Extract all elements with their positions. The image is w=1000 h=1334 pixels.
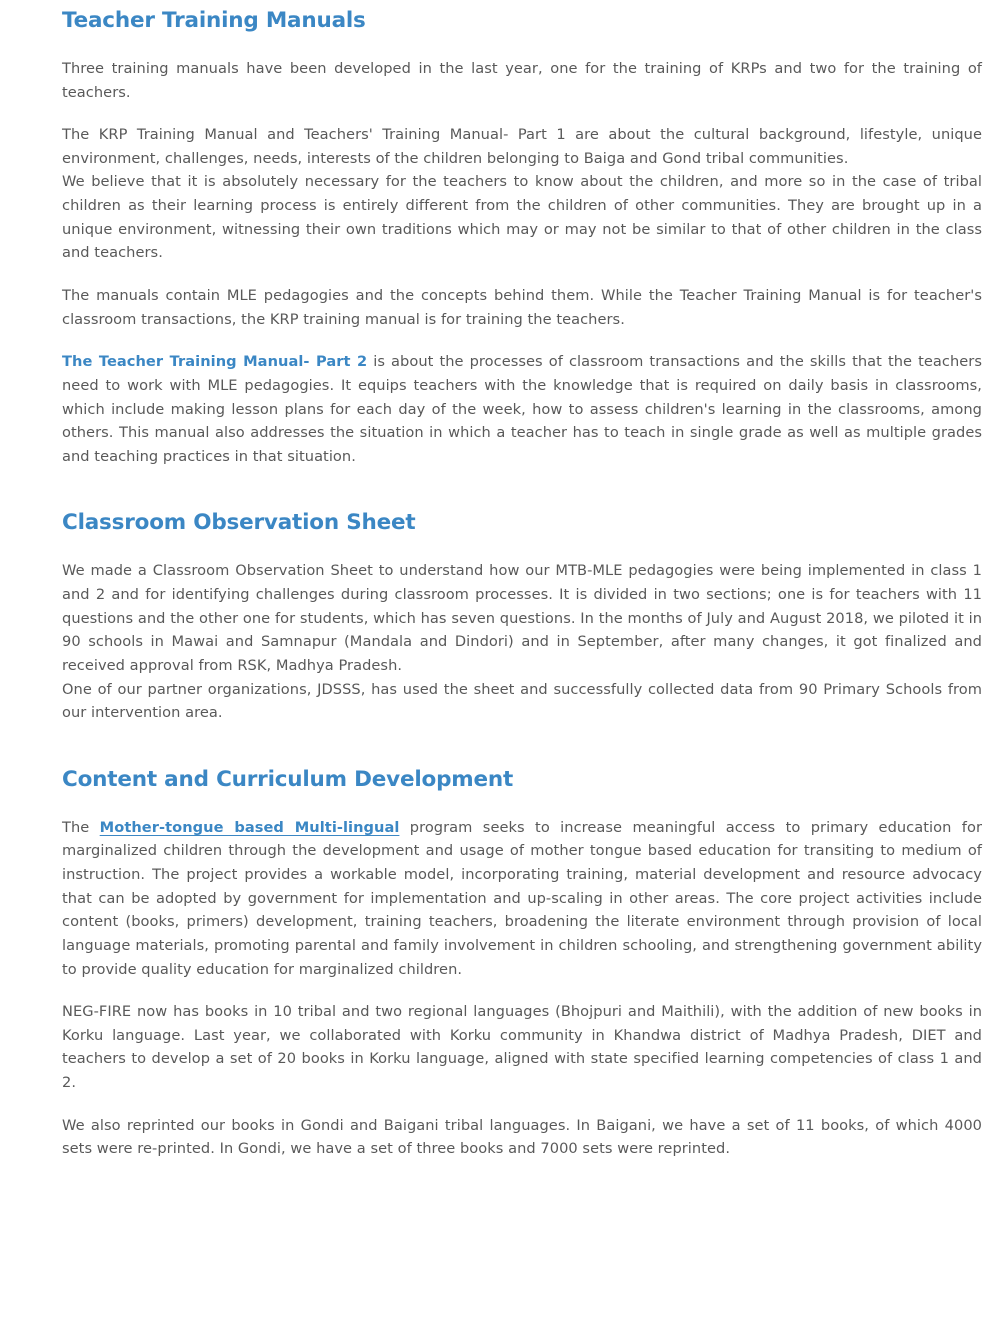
paragraph-text: The manuals contain MLE pedagogies and the concepts behind them. While the Teacher Training Manual is for teacher's classroom transactions, the KRP training manual is for training the teachers. — [62, 287, 982, 328]
paragraph — [62, 284, 982, 331]
section-classroom-observation-sheet — [62, 510, 982, 537]
section-heading: Content and Curriculum Development — [62, 766, 514, 792]
section-heading: Teacher Training Manuals — [62, 8, 366, 33]
paragraph — [62, 559, 982, 677]
paragraph-text: program seeks to increase meaningful access to primary education for marginalized children through the development and usage of mother tongue based education for transiting to medium of instruction. The project provides a workable model, incorporating training, material development and resource advocacy that can be adopted by government for implementation and up-scaling in other areas. The core project activities include content (books, primers) development, training teachers, broadening the literate environment through provision of local language materials, promoting parental and family involvement in children schooling, and strengthening government ability to provide quality education for marginalized children. — [62, 818, 982, 978]
link-mother-tongue-based-multi-lingual[interactable]: Mother-tongue based Multi-lingual — [99, 818, 400, 836]
section-teacher-training-manuals — [62, 8, 982, 35]
paragraph — [62, 678, 982, 725]
paragraph-text: We also reprinted our books in Gondi and Baigani tribal languages. In Baigani, we have a set of 11 books, of which 4000 sets were re-printed. In Gondi, we have a set of three books and 7000 sets were reprinted. — [62, 1116, 982, 1158]
paragraph — [62, 816, 982, 981]
section-heading: Classroom Observation Sheet — [62, 510, 416, 536]
paragraph — [62, 1114, 982, 1161]
paragraph-text: We made a Classroom Observation Sheet to understand how our MTB-MLE pedagogies were being implemented in class 1 and 2 and for identifying challenges during classroom processes. It is divided in two sections; one is for teachers with 11 questions and the other one for students, which has seven questions. In the months of July and August 2018, we piloted it in 90 schools in Mawai and Samnapur (Mandala and Dindori) and in September, after many changes, it got finalized and received approval from RSK, Madhya Pradesh. — [62, 562, 982, 674]
paragraph — [62, 57, 982, 104]
paragraph-text: is about the processes of classroom transactions and the skills that the teachers need to work with MLE pedagogies. It equips teachers with the knowledge that is required on daily basis in classrooms, which include making lesson plans for each day of the week, how to assess children's learning in the classrooms, among others. This manual also addresses the situation in which a teacher has to teach in single grade as well as multiple grades and teaching practices in that situation. — [62, 353, 982, 465]
paragraph — [62, 170, 982, 265]
paragraph-text: The — [62, 818, 100, 836]
paragraph-text: Three training manuals have been developed in the last year, one for the training of KRPs and two for the training of teachers. — [62, 59, 982, 101]
emphasis-manual-part-2: The Teacher Training Manual- Part 2 — [62, 353, 368, 371]
paragraph — [62, 1000, 982, 1095]
paragraph-text: One of our partner organizations, JDSSS, has used the sheet and successfully collected data from 90 Primary Schools from our intervention area. — [62, 680, 982, 722]
paragraph — [62, 123, 982, 170]
document-content — [62, 8, 982, 1161]
section-content-and-curriculum-development — [62, 767, 982, 794]
paragraph-text: We believe that it is absolutely necessary for the teachers to know about the children, and more so in the case of tribal children as their learning process is entirely different from the children of other communities. They are brought up in a unique environment, witnessing their own traditions which may or may not be similar to that of other children in the class and teachers. — [62, 173, 982, 262]
paragraph — [62, 350, 982, 468]
paragraph-text: NEG-FIRE now has books in 10 tribal and two regional languages (Bhojpuri and Maithili), with the addition of new books in Korku language. Last year, we collaborated with Korku community in Khandwa district of Madhya Pradesh, DIET and teachers to develop a set of 20 books in Korku language, aligned with state specified learning competencies of class 1 and 2. — [62, 1003, 982, 1092]
paragraph-text: The KRP Training Manual and Teachers' Training Manual- Part 1 are about the cultural background, lifestyle, unique environment, challenges, needs, interests of the children belonging to Baiga and Gond tribal communities. — [62, 126, 982, 167]
